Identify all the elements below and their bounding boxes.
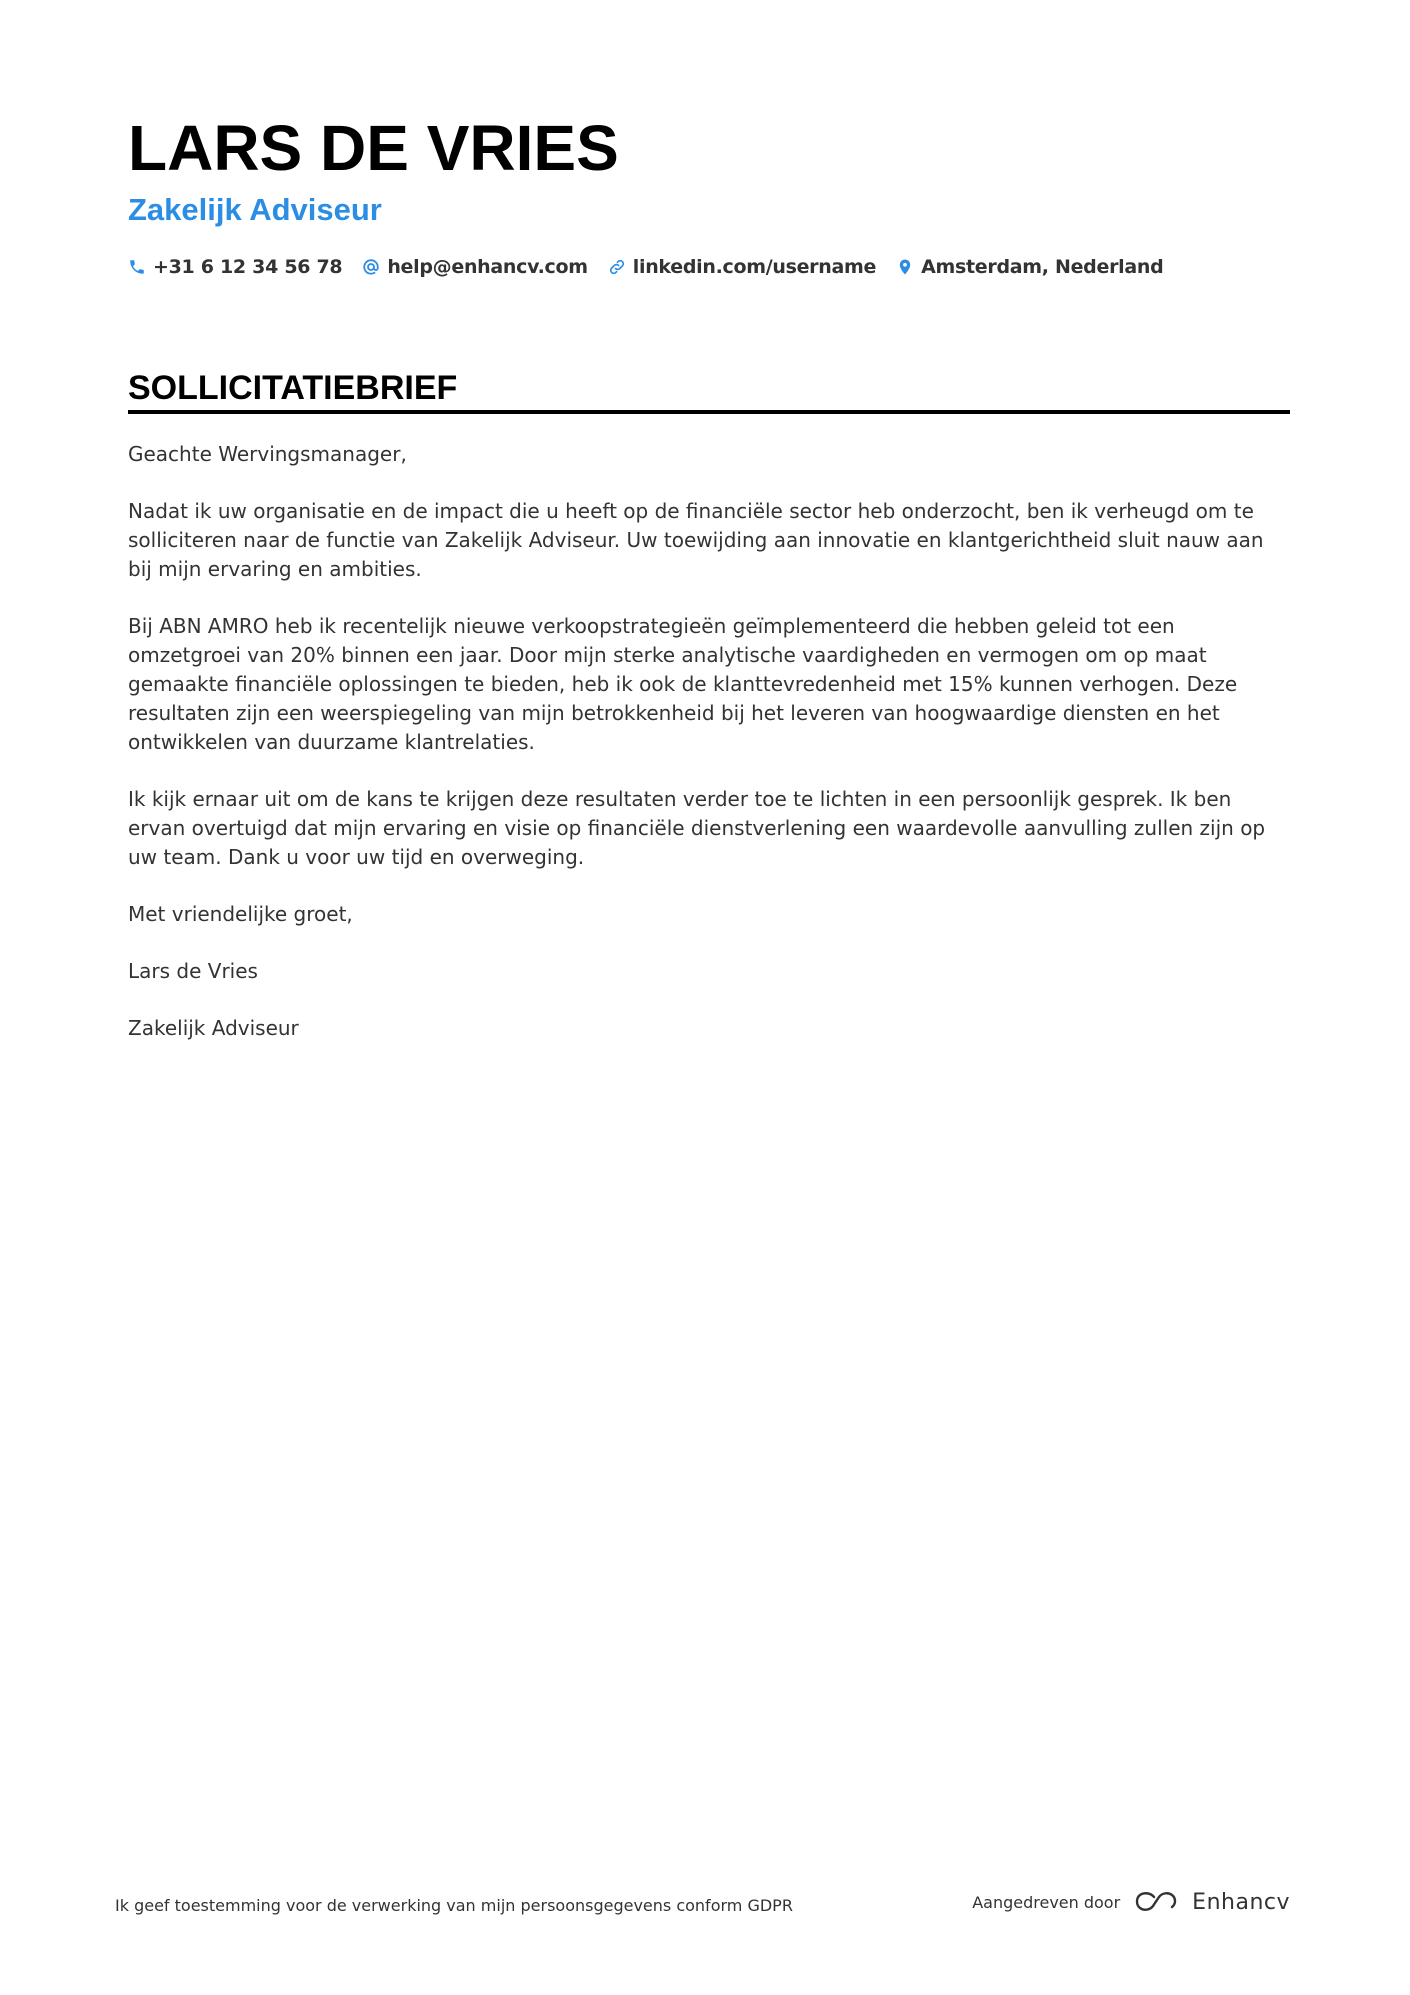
location-text: Amsterdam, Nederland [921, 256, 1164, 278]
contact-email[interactable] [362, 256, 587, 278]
closing: Met vriendelijke groet, [128, 902, 353, 926]
enhancv-logo-icon [1132, 1888, 1180, 1916]
map-pin-icon [896, 258, 914, 276]
brand-name: Enhancv [1192, 1889, 1290, 1915]
letter-paragraph: Nadat ik uw organisatie en de impact die u heeft op de financiële sector heb onderzocht, ben ik verheugd om te solliciteren naar de functie van Zakelijk Adviseur. Uw toewijding aan innovatie en klantgerichtheid sluit nauw aan bij mijn ervaring en ambities. [128, 499, 1264, 581]
letter-body [128, 440, 1290, 1071]
phone-icon [128, 258, 146, 276]
contact-linkedin[interactable] [608, 256, 876, 278]
contact-location [896, 256, 1163, 278]
at-icon [362, 258, 380, 276]
contact-bar [128, 252, 1163, 282]
candidate-role: Zakelijk Adviseur [128, 192, 382, 227]
contact-phone [128, 256, 342, 278]
letter-paragraph: Ik kijk ernaar uit om de kans te krijgen deze resultaten verder toe te lichten in een persoonlijk gesprek. Ik ben ervan overtuigd dat mijn ervaring en visie op financiële dienstverlening een waardevolle aanvulling zullen zijn op uw team. Dank u voor uw tijd en overweging. [128, 787, 1266, 869]
phone-number: +31 6 12 34 56 78 [153, 256, 343, 278]
powered-by-label: Aangedreven door [972, 1892, 1121, 1912]
linkedin-url[interactable]: linkedin.com/username [632, 256, 877, 278]
powered-by[interactable] [972, 1888, 1290, 1916]
email-address[interactable]: help@enhancv.com [387, 256, 588, 278]
salutation: Geachte Wervingsmanager, [128, 442, 407, 466]
gdpr-consent: Ik geef toestemming voor de verwerking van mijn persoonsgegevens conform GDPR [115, 1896, 793, 1915]
candidate-name: LARS DE VRIES [128, 112, 619, 184]
letter-paragraph: Bij ABN AMRO heb ik recentelijk nieuwe verkoopstrategieën geïmplementeerd die hebben geleid tot een omzetgroei van 20% binnen een jaar. Door mijn sterke analytische vaardigheden en vermogen om op maat gemaakte financiële oplossingen te bieden, heb ik ook de klanttevredenheid met 15% kunnen verhogen. Deze resultaten zijn een weerspiegeling van mijn betrokkenheid bij het leveren van hoogwaardige diensten en het ontwikkelen van duurzame klantrelaties. [128, 614, 1238, 754]
signature-title: Zakelijk Adviseur [128, 1016, 299, 1040]
signature-name: Lars de Vries [128, 959, 258, 983]
section-title: SOLLICITATIEBRIEF [128, 369, 458, 407]
link-icon [608, 258, 626, 276]
section-divider [128, 410, 1290, 414]
